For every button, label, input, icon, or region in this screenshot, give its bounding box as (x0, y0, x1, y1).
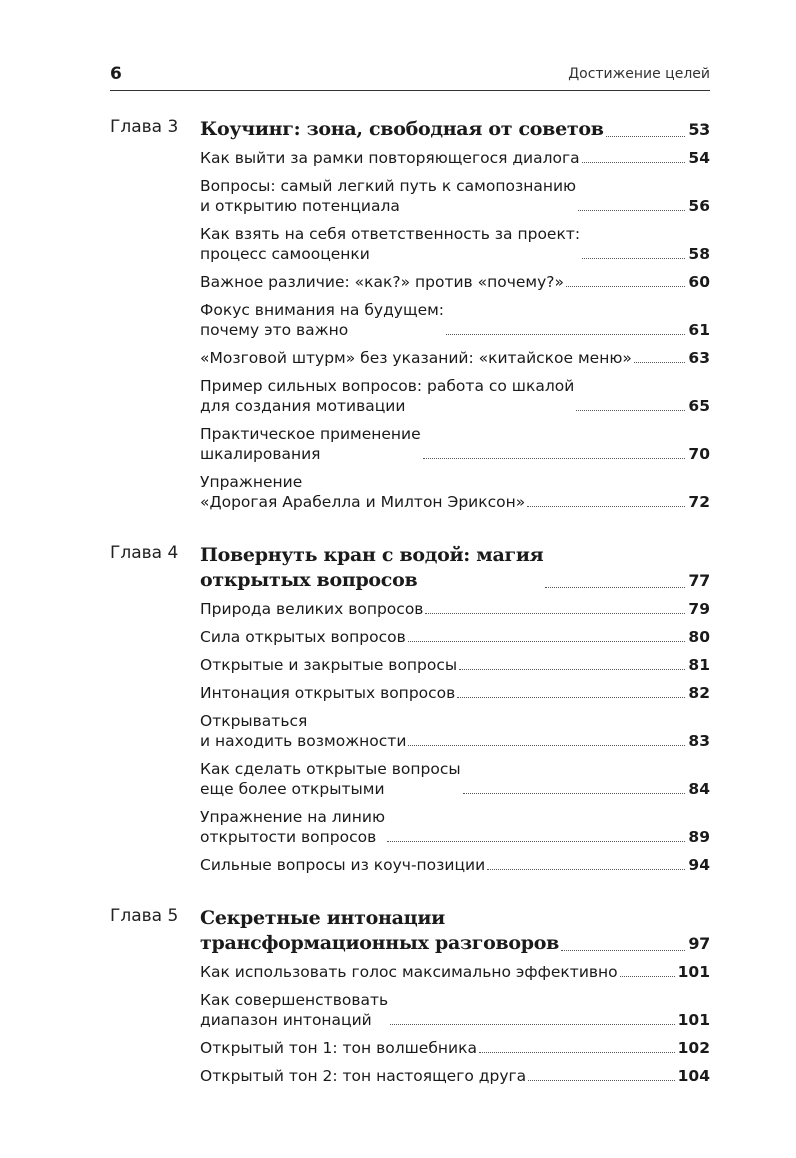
chapter-4 (110, 543, 710, 883)
toc-entry-page: 65 (688, 397, 710, 415)
toc-entry (200, 148, 710, 168)
toc-entry-text (200, 224, 580, 264)
toc-entries (200, 906, 710, 1086)
chapter-title-line: Коучинг: зона, свободная от советов (200, 118, 604, 140)
toc-entry (200, 855, 710, 875)
chapter-title-line: открытых вопросов (200, 569, 418, 591)
toc-entry-page: 83 (688, 732, 710, 750)
toc-entry-line: процесс самооценки (200, 245, 370, 263)
dot-leader (578, 210, 685, 211)
dot-leader (446, 334, 685, 335)
dot-leader (390, 1024, 675, 1025)
dot-leader (463, 793, 686, 794)
toc-entry-page: 94 (688, 856, 710, 874)
dot-leader (528, 1080, 674, 1081)
toc-entry-line: диапазон интонаций (200, 1011, 372, 1029)
dot-leader (459, 669, 685, 670)
dot-leader (527, 506, 685, 507)
toc-entry-page: 79 (688, 600, 710, 618)
toc-entry-text (200, 1066, 526, 1086)
chapter-title-text (200, 906, 559, 956)
dot-leader (606, 136, 686, 137)
dot-leader (545, 587, 685, 588)
chapter-title-text (200, 543, 543, 593)
toc-entry-page: 101 (677, 963, 710, 981)
toc-entry-text (200, 376, 574, 416)
dot-leader (566, 286, 685, 287)
chapter-title-line: трансформационных разговоров (200, 932, 560, 954)
chapter-title-page: 77 (688, 571, 710, 590)
toc-entry (200, 599, 710, 619)
toc-entry-line: открытости вопросов (200, 828, 377, 846)
toc-entry (200, 272, 710, 292)
chapter-label: Глава 5 (110, 906, 179, 926)
chapter-5 (110, 906, 710, 1094)
toc-entry-text (200, 472, 525, 512)
dot-leader (634, 362, 686, 363)
chapter-3 (110, 117, 710, 520)
chapter-label: Глава 4 (110, 543, 179, 563)
toc-entry-line: Упражнение на линию (200, 808, 386, 826)
dot-leader (576, 410, 685, 411)
toc-entry (200, 348, 710, 368)
toc-entry-page: 60 (688, 273, 710, 291)
chapter-title (200, 117, 710, 142)
dot-leader (582, 258, 685, 259)
toc-entry-line: Как сделать открытые вопросы (200, 760, 461, 778)
dot-leader (582, 162, 686, 163)
toc-entry-page: 63 (688, 349, 710, 367)
chapter-title-line: Повернуть кран с водой: магия (200, 544, 544, 566)
toc-entry-text (200, 176, 576, 216)
toc-entry (200, 176, 710, 216)
page-number: 6 (110, 64, 122, 84)
toc-entry (200, 376, 710, 416)
toc-entry-text (200, 627, 406, 647)
toc-entry-text (200, 272, 564, 292)
toc-entry (200, 962, 710, 982)
toc-entry (200, 300, 710, 340)
dot-leader (561, 950, 685, 951)
toc-entry-text (200, 148, 580, 168)
toc-entry-text (200, 807, 385, 847)
toc-entry-text (200, 348, 632, 368)
chapter-title-page: 53 (688, 120, 710, 139)
toc-entry-text (200, 424, 421, 464)
toc-entry-line: Упражнение (200, 473, 303, 491)
dot-leader (408, 641, 686, 642)
toc-entry-page: 80 (688, 628, 710, 646)
toc-entry-line: для создания мотивации (200, 397, 406, 415)
running-header (110, 58, 710, 91)
dot-leader (408, 745, 685, 746)
running-title: Достижение целей (568, 66, 710, 82)
toc-entry-line: «Дорогая Арабелла и Милтон Эриксон» (200, 493, 526, 511)
toc-entry-text (200, 655, 457, 675)
toc-entry-line: Практическое применение (200, 425, 421, 443)
toc-entry-line: Открытый тон 1: тон волшебника (200, 1039, 477, 1057)
toc-entry (200, 1038, 710, 1058)
toc-entry-line: Интонация открытых вопросов (200, 684, 456, 702)
toc-entry (200, 627, 710, 647)
toc-entry-line: Открываться (200, 712, 308, 730)
dot-leader (387, 841, 685, 842)
toc-entry-text (200, 855, 485, 875)
toc-entry-line: Вопросы: самый легкий путь к самопознанию (200, 177, 577, 195)
toc-entry (200, 759, 710, 799)
toc-entry-text (200, 599, 423, 619)
toc-entry (200, 990, 710, 1030)
toc-entry-page: 54 (688, 149, 710, 167)
toc-entry-page: 72 (688, 493, 710, 511)
toc-entry-text (200, 1038, 477, 1058)
toc-entry-page: 58 (688, 245, 710, 263)
toc-entry-text (200, 683, 455, 703)
toc-entry-line: и находить возможности (200, 732, 407, 750)
toc-entry-line: Открытые и закрытые вопросы (200, 656, 458, 674)
toc-entry-line: и открытию потенциала (200, 197, 400, 215)
toc-entry-line: Открытый тон 2: тон настоящего друга (200, 1067, 527, 1085)
toc-entry-line: еще более открытыми (200, 780, 385, 798)
toc-entry-line: почему это важно (200, 321, 349, 339)
dot-leader (425, 613, 685, 614)
toc-entry-line: Как выйти за рамки повторяющегося диалога (200, 149, 580, 167)
dot-leader (620, 976, 675, 977)
toc-entry-page: 70 (688, 445, 710, 463)
dot-leader (487, 869, 685, 870)
toc-entry-page: 56 (688, 197, 710, 215)
chapter-title (200, 543, 710, 593)
toc-entry-page: 82 (688, 684, 710, 702)
toc-entry-page: 61 (688, 321, 710, 339)
chapter-title-page: 97 (688, 934, 710, 953)
toc-entry-page: 101 (677, 1011, 710, 1029)
toc-entry-text (200, 990, 388, 1030)
toc-entry (200, 711, 710, 751)
toc-entry-text (200, 759, 461, 799)
toc-entry-line: Как использовать голос максимально эффективно (200, 963, 618, 981)
toc-entry-line: Как совершенствовать (200, 991, 389, 1009)
chapter-title-text (200, 117, 604, 142)
toc-entry-page: 81 (688, 656, 710, 674)
chapter-title (200, 906, 710, 956)
dot-leader (423, 458, 686, 459)
toc-entry-text (200, 300, 444, 340)
toc-entries (200, 543, 710, 875)
toc-entry-line: Как взять на себя ответственность за проект: (200, 225, 581, 243)
toc-entry (200, 224, 710, 264)
toc-entry (200, 683, 710, 703)
chapter-title-line: Секретные интонации (200, 907, 445, 929)
toc-entry-page: 84 (688, 780, 710, 798)
dot-leader (457, 697, 685, 698)
toc-entry-line: Пример сильных вопросов: работа со шкалой (200, 377, 575, 395)
toc-entry-line: Сильные вопросы из коуч-позиции (200, 856, 486, 874)
toc-entry-line: Сила открытых вопросов (200, 628, 406, 646)
toc-entry-line: шкалирования (200, 445, 321, 463)
toc-entry-line: Природа великих вопросов (200, 600, 424, 618)
toc-entry-line: «Мозговой штурм» без указаний: «китайское меню» (200, 349, 632, 367)
dot-leader (479, 1052, 675, 1053)
toc-entries (200, 117, 710, 512)
chapter-label: Глава 3 (110, 117, 179, 137)
toc-entry-page: 104 (677, 1067, 710, 1085)
toc-entry-line: Важное различие: «как?» против «почему?» (200, 273, 564, 291)
toc-entry (200, 424, 710, 464)
toc-entry-text (200, 711, 406, 751)
toc-entry-page: 102 (677, 1039, 710, 1057)
toc-entry-page: 89 (688, 828, 710, 846)
toc-entry (200, 1066, 710, 1086)
toc-entry (200, 807, 710, 847)
toc-entry (200, 655, 710, 675)
toc-entry-line: Фокус внимания на будущем: (200, 301, 445, 319)
toc-entry-text (200, 962, 618, 982)
toc-entry (200, 472, 710, 512)
